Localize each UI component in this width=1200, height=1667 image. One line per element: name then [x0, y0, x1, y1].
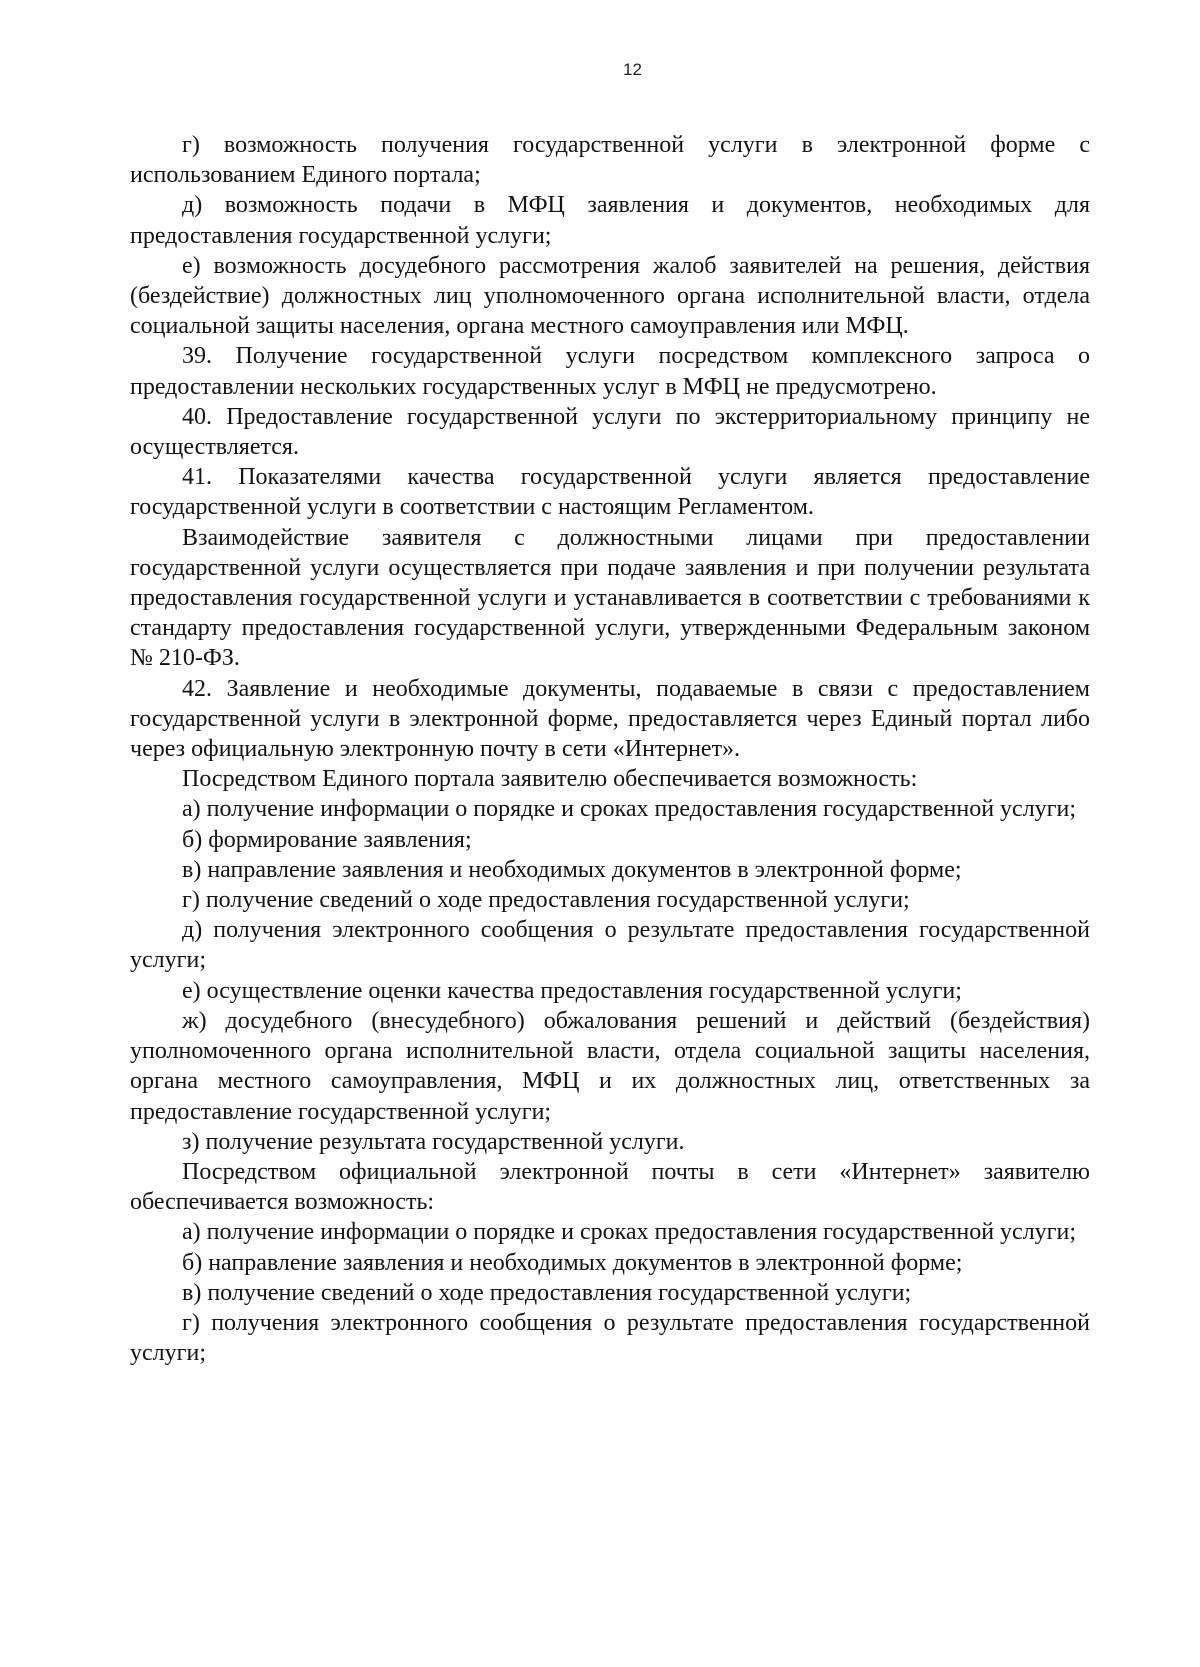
paragraph: Посредством официальной электронной почты в сети «Интернет» заявителю обеспечивается возможность: — [130, 1158, 1090, 1216]
page-number: 12 — [623, 60, 642, 79]
list-item: а) получение информации о порядке и сроках предоставления государственной услуги; — [182, 1219, 1077, 1246]
list-item: е) осуществление оценки качества предоставления государственной услуги; — [182, 977, 962, 1004]
paragraph: Взаимодействие заявителя с должностными лицами при предоставлении государственной услуги осуществляется при подаче заявления и при получении результата предоставления государственной услуги и устанавливается в соответствии с требованиями к стандарту предоставления государственной услуги, утвержденными Федеральным законом № 210-ФЗ. — [130, 524, 1090, 672]
list-item: ж) досудебного (внесудебного) обжалования решений и действий (бездействия) уполномоченного органа исполнительной власти, отдела социальной защиты населения, органа местного самоуправления, МФЦ и их должностных лиц, ответственных за предоставление государственной услуги; — [130, 1007, 1090, 1125]
document-body — [130, 130, 1090, 1368]
list-item: в) направление заявления и необходимых документов в электронной форме; — [182, 856, 962, 883]
list-item: г) получение сведений о ходе предоставления государственной услуги; — [182, 887, 910, 914]
paragraph: 39. Получение государственной услуги посредством комплексного запроса о предоставлении нескольких государственных услуг в МФЦ не предусмотрено. — [130, 343, 1090, 400]
list-item: а) получение информации о порядке и сроках предоставления государственной услуги; — [182, 796, 1077, 823]
paragraph: 41. Показателями качества государственной услуги является предоставление государственной услуги в соответствии с настоящим Регламентом. — [130, 464, 1090, 521]
paragraph: д) возможность подачи в МФЦ заявления и документов, необходимых для предоставления государственной услуги; — [130, 192, 1090, 249]
list-item: б) направление заявления и необходимых документов в электронной форме; — [182, 1249, 963, 1276]
list-item: г) получения электронного сообщения о результате предоставления государственной услуги; — [130, 1309, 1090, 1367]
paragraph: 40. Предоставление государственной услуги по экстерриториальному принципу не осуществляется. — [130, 403, 1090, 461]
paragraph: Посредством Единого портала заявителю обеспечивается возможность: — [182, 766, 918, 793]
list-item: б) формирование заявления; — [182, 826, 472, 853]
paragraph: 42. Заявление и необходимые документы, подаваемые в связи с предоставлением государственной услуги в электронной форме, предоставляется через Единый портал либо через официальную электронную почту в сети «Интернет». — [130, 675, 1090, 763]
list-item: з) получение результата государственной услуги. — [182, 1128, 685, 1155]
list-item: д) получения электронного сообщения о результате предоставления государственной услуги; — [130, 917, 1090, 974]
paragraph: г) возможность получения государственной услуги в электронной форме с использованием Единого портала; — [130, 132, 1090, 189]
paragraph: е) возможность досудебного рассмотрения жалоб заявителей на решения, действия (бездействие) должностных лиц уполномоченного органа исполнительной власти, отдела социальной защиты населения, органа местного самоуправления или МФЦ. — [130, 252, 1090, 340]
list-item: в) получение сведений о ходе предоставления государственной услуги; — [182, 1279, 912, 1306]
